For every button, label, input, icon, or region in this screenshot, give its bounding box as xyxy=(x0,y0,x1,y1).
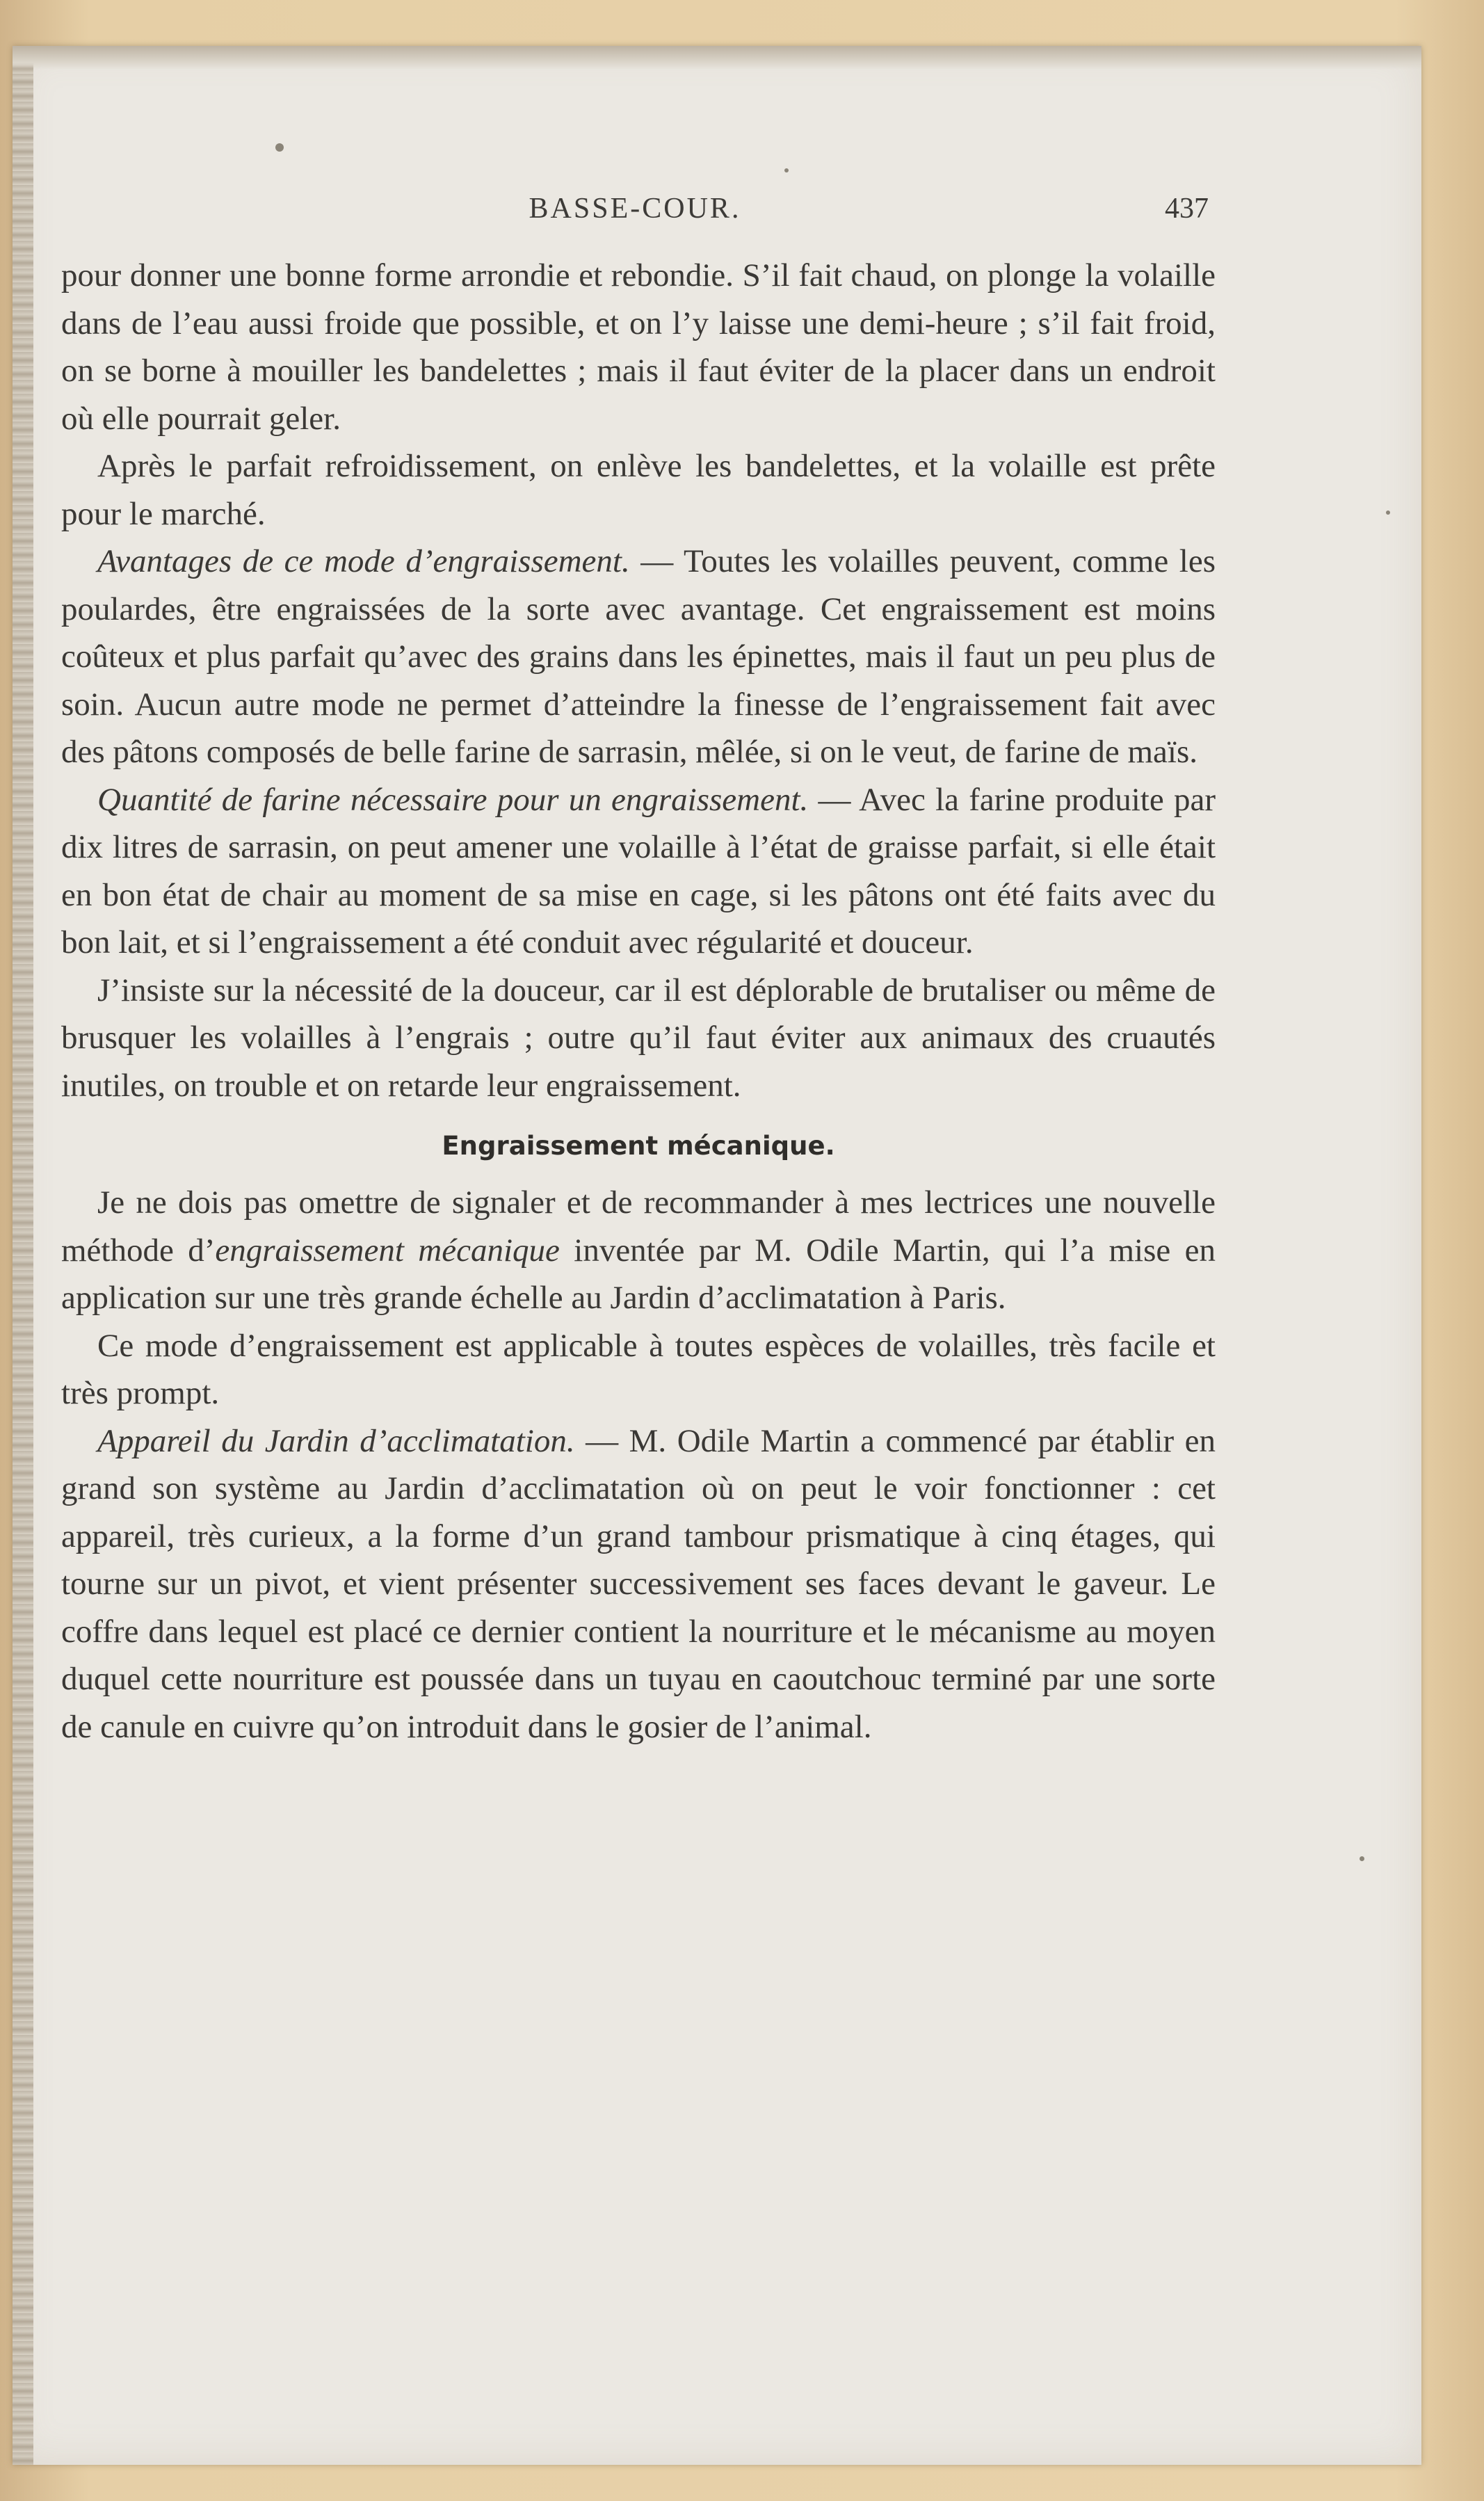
paper-speck xyxy=(1360,1856,1364,1861)
page-header xyxy=(61,192,1209,241)
section-heading: Engraissement mécanique. xyxy=(442,1131,835,1161)
paragraph-text: inventée par M. Odile Martin, qui l’a mise en application sur une très grande échelle au Jardin d’acclimatation à Paris. xyxy=(61,1232,1216,1316)
paragraph-italic: engraissement mécanique xyxy=(215,1232,560,1269)
paragraph xyxy=(61,776,1216,967)
page-number: 437 xyxy=(1165,193,1209,225)
paragraph xyxy=(61,538,1216,776)
paragraph-body: — Toutes les volailles peuvent, comme les poulardes, être engraissées de la sorte avec avantage. Cet engraissement est moins coûteux et plus parfait qu’avec des grains dans les épinettes, mais il faut un peu plus de soin. Aucun autre mode ne permet d’atteindre la finesse de l’engraissement fait avec des pâtons composés de belle farine de sarrasin, mêlée, si on le veut, de farine de maïs. xyxy=(61,543,1216,770)
paper-speck xyxy=(1386,510,1390,515)
page-top-edge xyxy=(13,46,1421,70)
paragraph: pour donner une bonne forme arrondie et rebondie. S’il fait chaud, on plonge la volaille dans de l’eau aussi froide que possible, et on l’y laisse une demi-heure ; s’il fait froid, on se borne à mouiller les bandelettes ; mais il faut éviter de la placer dans un endroit où elle pourrait geler. xyxy=(61,257,1216,437)
paragraph xyxy=(61,1417,1216,1751)
paragraph: Après le parfait refroidissement, on enlève les bandelettes, et la volaille est prête pour le marché. xyxy=(61,448,1216,532)
paragraph-body: — M. Odile Martin a commencé par établir en grand son système au Jardin d’acclimatation où on peut le voir fonctionner : cet appareil, très curieux, a la forme d’un grand tambour prismatique à cinq étages, qui tourne sur un pivot, et vient présenter successivement ses faces devant le gaveur. Le coffre dans lequel est placé ce dernier contient la nourriture et le mécanisme au moyen duquel cette nourriture est poussée dans un tuyau en caoutchouc terminé par une sorte de canule en cuivre qu’on introduit dans le gosier de l’animal. xyxy=(61,1422,1216,1745)
body-text xyxy=(61,252,1216,1751)
paragraph: J’insiste sur la nécessité de la douceur, car il est déplorable de brutaliser ou même de brusquer les volailles à l’engrais ; outre qu’il faut éviter aux animaux des cruautés inutiles, on trouble et on retarde leur engraissement. xyxy=(61,972,1216,1104)
book-page xyxy=(13,46,1421,2465)
paragraph xyxy=(61,1179,1216,1322)
paragraph: Ce mode d’engraissement est applicable à toutes espèces de volailles, très facile et très prompt. xyxy=(61,1327,1216,1411)
paragraph-lead: Avantages de ce mode d’engraissement. xyxy=(97,543,630,579)
paragraph-lead: Quantité de farine nécessaire pour un engraissement. xyxy=(97,781,809,818)
page-binding-edge xyxy=(13,46,33,2465)
paper-speck xyxy=(275,143,284,152)
paper-speck xyxy=(784,168,789,172)
paragraph-text: Je ne dois pas omettre de signaler et de recommander à mes lectrices une nouvelle méthode d’ xyxy=(61,1184,1216,1269)
paragraph-lead: Appareil du Jardin d’acclimatation. xyxy=(97,1422,575,1459)
paragraph-body: — Avec la farine produite par dix litres de sarrasin, on peut amener une volaille à l’état de graisse parfait, si elle était en bon état de chair au moment de sa mise en cage, si les pâtons ont été faits avec du bon lait, et si l’engraissement a été conduit avec régularité et douceur. xyxy=(61,781,1216,960)
running-head: BASSE-COUR. xyxy=(529,193,741,225)
